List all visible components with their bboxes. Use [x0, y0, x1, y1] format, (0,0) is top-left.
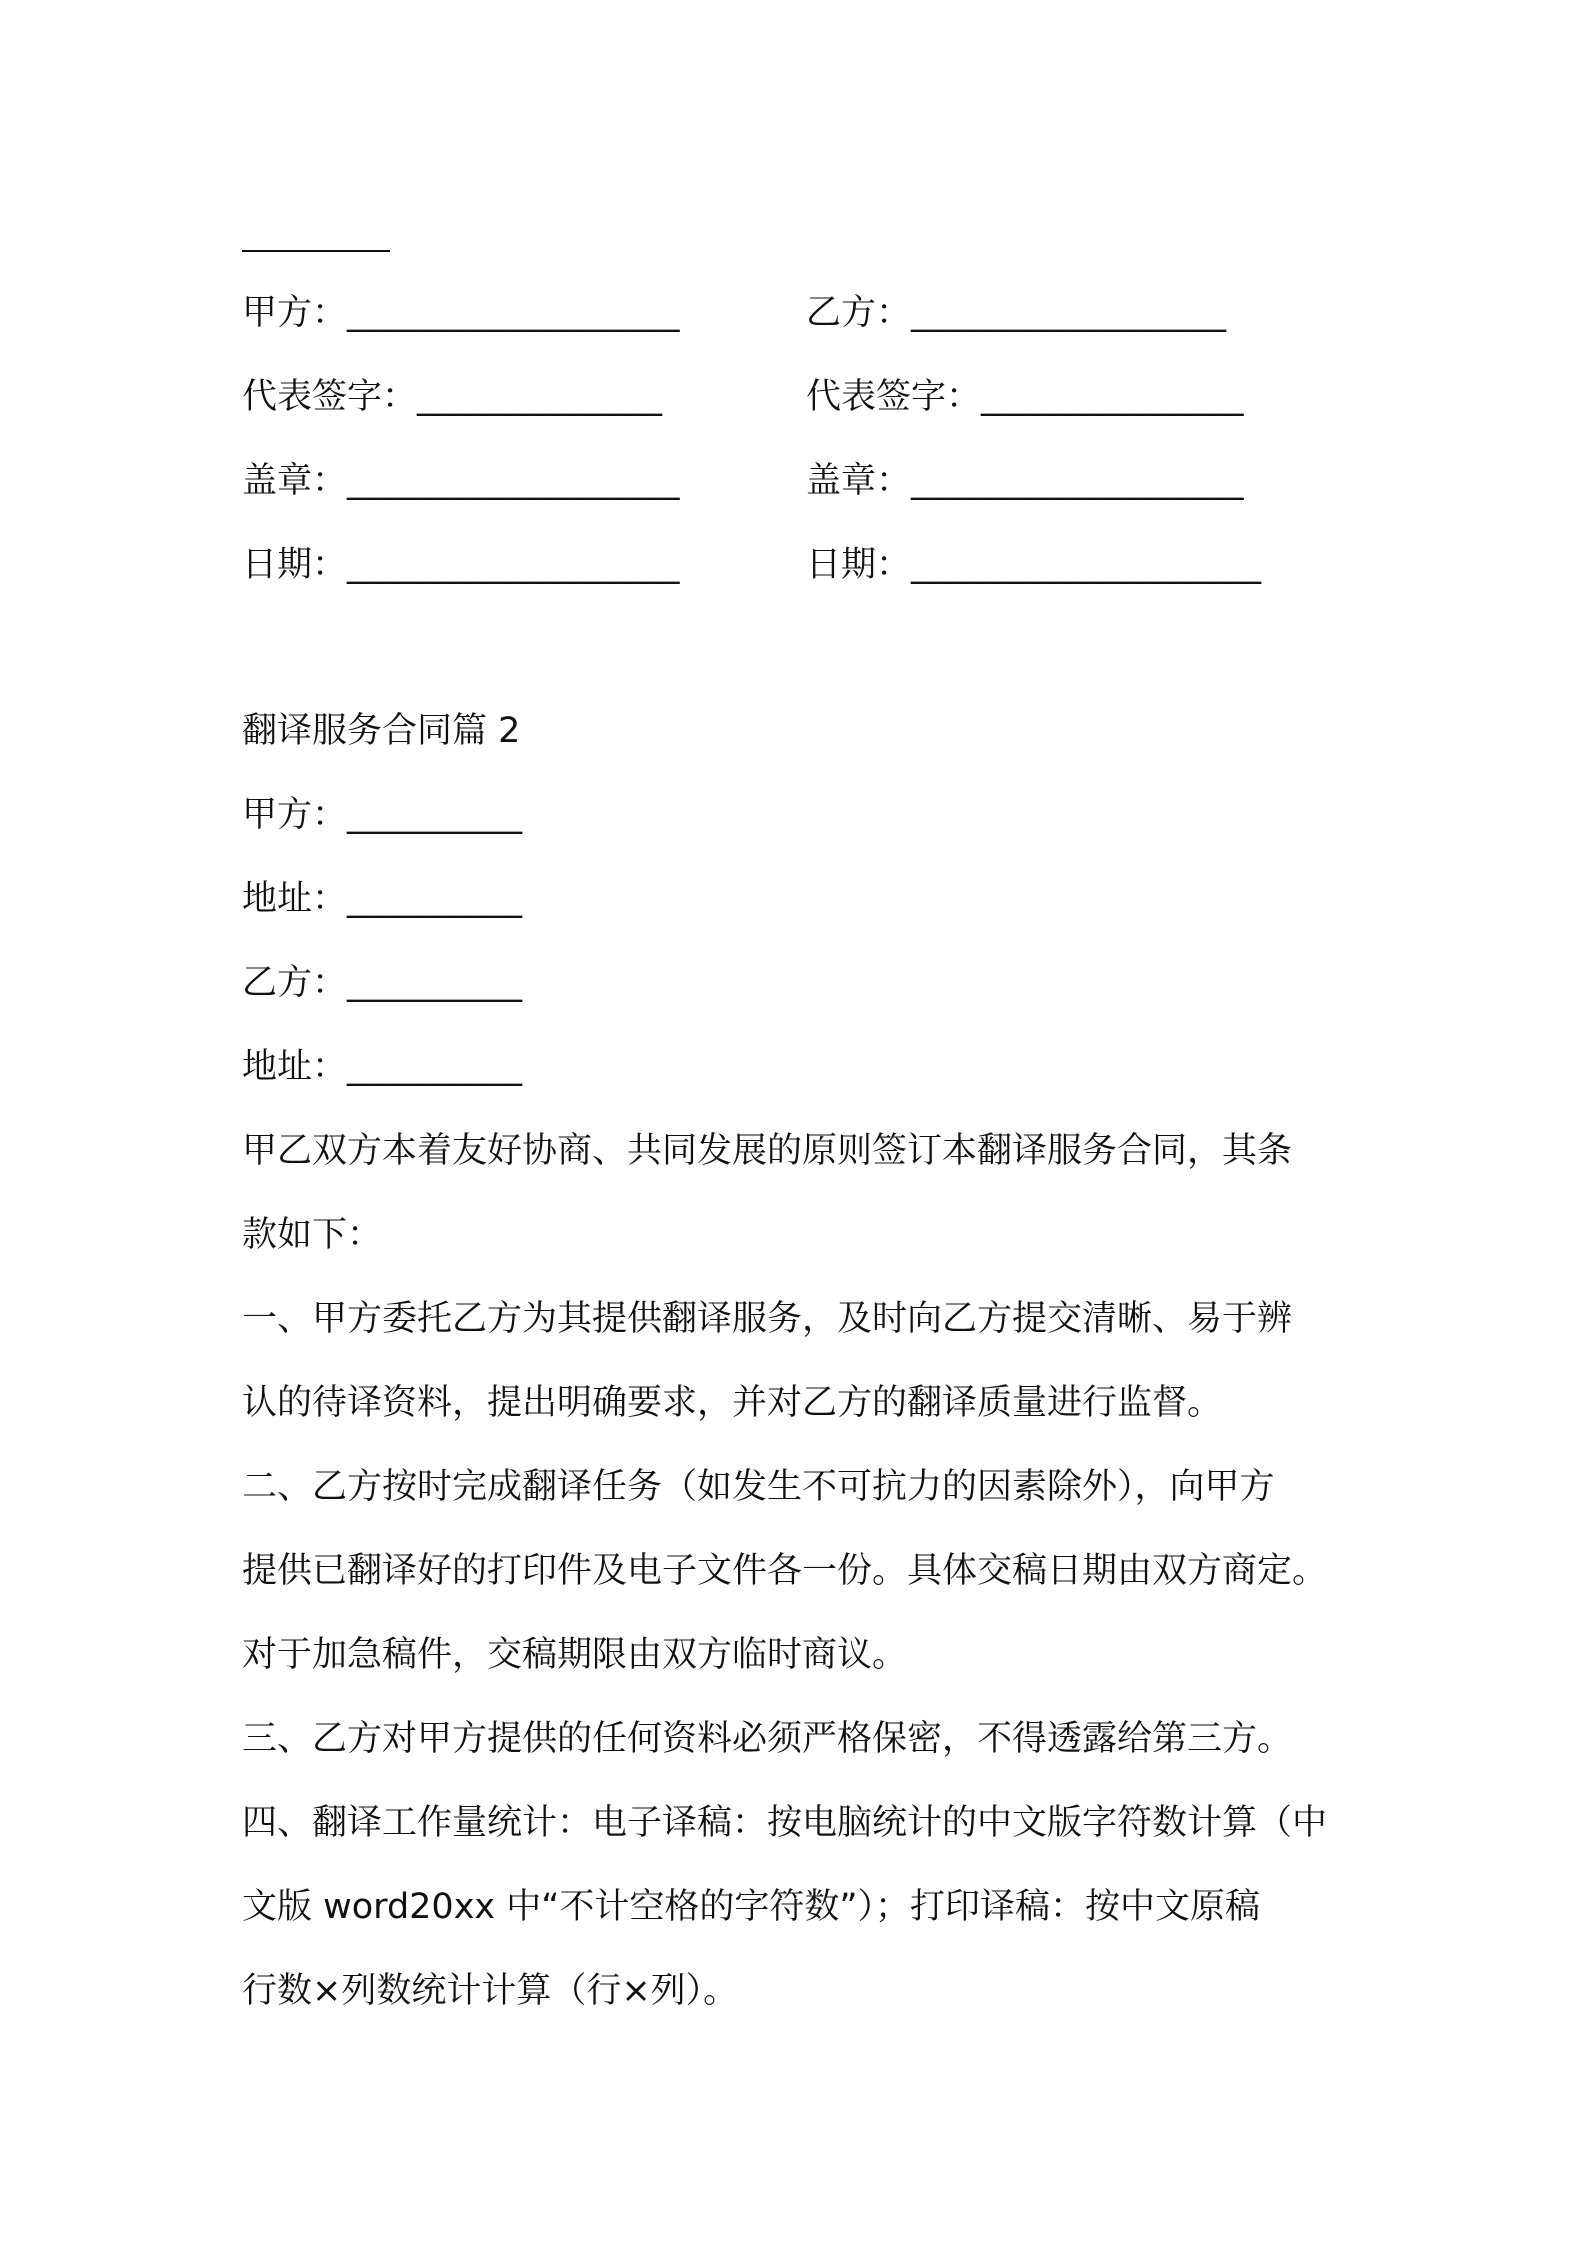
body-line: 四、翻译工作量统计：电子译稿：按电脑统计的中文版字符数计算（中 — [242, 1803, 1328, 1843]
sig-seal-a-line: 盖章：___________________ — [242, 461, 680, 501]
body-line: 一、甲方委托乙方为其提供翻译服务，及时向乙方提交清晰、易于辨 — [242, 1299, 1293, 1339]
sig-date-a-line: 日期：___________________ — [242, 545, 680, 585]
contract2-address-a: 地址：__________ — [242, 879, 523, 919]
contract2-party-b: 乙方：__________ — [242, 963, 523, 1003]
sig-party-a-line: 甲方：___________________ — [242, 293, 680, 333]
sig-rep-signature-a-line: 代表签字：______________ — [242, 377, 663, 417]
contract2-title: 翻译服务合同篇 2 — [242, 711, 521, 751]
contract2-party-a: 甲方：__________ — [242, 795, 523, 835]
body-line: 三、乙方对甲方提供的任何资料必须严格保密，不得透露给第三方。 — [242, 1719, 1293, 1759]
sig-date-b-line: 日期：____________________ — [806, 545, 1262, 585]
body-line: 认的待译资料，提出明确要求，并对乙方的翻译质量进行监督。 — [242, 1383, 1223, 1423]
body-line: 二、乙方按时完成翻译任务（如发生不可抗力的因素除外），向甲方 — [242, 1467, 1275, 1507]
sig-rep-signature-b-line: 代表签字：_______________ — [806, 377, 1244, 417]
body-line: 款如下： — [242, 1215, 383, 1255]
sig-party-b-line: 乙方：__________________ — [806, 293, 1227, 333]
top-blank-rule — [242, 250, 390, 252]
body-line: 提供已翻译好的打印件及电子文件各一份。具体交稿日期由双方商定。 — [242, 1551, 1328, 1591]
body-line: 甲乙双方本着友好协商、共同发展的原则签订本翻译服务合同，其条 — [242, 1131, 1293, 1171]
sig-seal-b-line: 盖章：___________________ — [806, 461, 1244, 501]
body-line: 行数×列数统计计算（行×列）。 — [242, 1971, 739, 2011]
body-line: 文版 word20xx 中“不计空格的字符数”）；打印译稿：按中文原稿 — [242, 1887, 1261, 1927]
contract2-address-b: 地址：__________ — [242, 1047, 523, 1087]
body-line: 对于加急稿件，交稿期限由双方临时商议。 — [242, 1635, 908, 1675]
